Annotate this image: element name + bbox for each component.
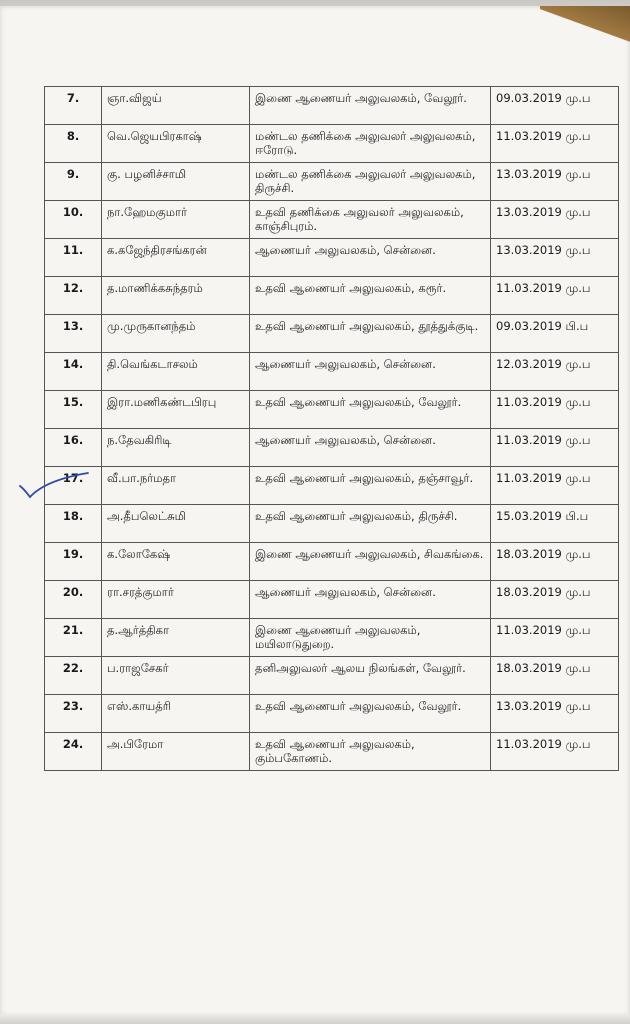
reporting-date: 15.03.2019 பி.ப: [491, 505, 619, 543]
officer-name: நா.ஹேமகுமார்: [102, 201, 250, 239]
reporting-date: 18.03.2019 மு.ப: [491, 543, 619, 581]
office-name: உதவி தணிக்கை அலுவலர் அலுவலகம், காஞ்சிபுரம்.: [250, 201, 491, 239]
folded-corner: [540, 6, 630, 52]
office-name: உதவி ஆணையர் அலுவலகம், தூத்துக்குடி.: [250, 315, 491, 353]
photo-bottom-edge: [0, 1014, 630, 1024]
table-row: [45, 163, 619, 201]
officer-name: இரா.மணிகண்டபிரபு: [102, 391, 250, 429]
table-row: [45, 581, 619, 619]
office-name: மண்டல தணிக்கை அலுவலர் அலுவலகம், ஈரோடு.: [250, 125, 491, 163]
office-name: ஆணையர் அலுவலகம், சென்னை.: [250, 581, 491, 619]
officer-name: எஸ்.காயத்ரி: [102, 695, 250, 733]
table-row: [45, 277, 619, 315]
reporting-date: 18.03.2019 மு.ப: [491, 581, 619, 619]
serial-number: 9.: [45, 163, 102, 201]
serial-number: 13.: [45, 315, 102, 353]
office-name: உதவி ஆணையர் அலுவலகம், தஞ்சாவூர்.: [250, 467, 491, 505]
reporting-date: 11.03.2019 மு.ப: [491, 429, 619, 467]
serial-number: 20.: [45, 581, 102, 619]
officer-name: மு.முருகானந்தம்: [102, 315, 250, 353]
office-name: மண்டல தணிக்கை அலுவலர் அலுவலகம், திருச்சி.: [250, 163, 491, 201]
reporting-date: 11.03.2019 மு.ப: [491, 619, 619, 657]
officer-name: வெ.ஜெயபிரகாஷ்: [102, 125, 250, 163]
reporting-date: 13.03.2019 மு.ப: [491, 201, 619, 239]
office-name: இணை ஆணையர் அலுவலகம், மயிலாடுதுறை.: [250, 619, 491, 657]
office-name: உதவி ஆணையர் அலுவலகம், வேலூர்.: [250, 391, 491, 429]
office-name: தனிஅலுவலர் ஆலய நிலங்கள், வேலூர்.: [250, 657, 491, 695]
reporting-date: 11.03.2019 மு.ப: [491, 467, 619, 505]
table-body: [45, 87, 619, 771]
office-name: ஆணையர் அலுவலகம், சென்னை.: [250, 429, 491, 467]
officer-name: கு. பழனிச்சாமி: [102, 163, 250, 201]
reporting-date: 13.03.2019 மு.ப: [491, 163, 619, 201]
serial-number: 18.: [45, 505, 102, 543]
reporting-date: 11.03.2019 மு.ப: [491, 277, 619, 315]
office-name: இணை ஆணையர் அலுவலகம், சிவகங்கை.: [250, 543, 491, 581]
office-name: ஆணையர் அலுவலகம், சென்னை.: [250, 239, 491, 277]
reporting-date: 18.03.2019 மு.ப: [491, 657, 619, 695]
table-row: [45, 239, 619, 277]
officer-name: ரா.சரத்குமார்: [102, 581, 250, 619]
table-row: [45, 467, 619, 505]
office-name: உதவி ஆணையர் அலுவலகம், வேலூர்.: [250, 695, 491, 733]
office-name: உதவி ஆணையர் அலுவலகம், திருச்சி.: [250, 505, 491, 543]
serial-number: 24.: [45, 733, 102, 771]
serial-number: 19.: [45, 543, 102, 581]
table-row: [45, 125, 619, 163]
serial-number: 21.: [45, 619, 102, 657]
reporting-date: 11.03.2019 மு.ப: [491, 125, 619, 163]
serial-number: 8.: [45, 125, 102, 163]
office-name: இணை ஆணையர் அலுவலகம், வேலூர்.: [250, 87, 491, 125]
serial-number: 22.: [45, 657, 102, 695]
table-row: [45, 315, 619, 353]
office-name: உதவி ஆணையர் அலுவலகம், கரூர்.: [250, 277, 491, 315]
table-row: [45, 657, 619, 695]
table-row: [45, 505, 619, 543]
officer-name: அ.தீபலெட்சுமி: [102, 505, 250, 543]
table-row: [45, 543, 619, 581]
serial-number: 12.: [45, 277, 102, 315]
serial-number: 7.: [45, 87, 102, 125]
officer-name: ஞா.விஜய்: [102, 87, 250, 125]
checkmark-icon: [18, 472, 90, 502]
officer-name: க.லோகேஷ்: [102, 543, 250, 581]
table-row: [45, 429, 619, 467]
table-row: [45, 201, 619, 239]
serial-number: 10.: [45, 201, 102, 239]
officer-name: த.மாணிக்கசுந்தரம்: [102, 277, 250, 315]
serial-number: 11.: [45, 239, 102, 277]
reporting-date: 13.03.2019 மு.ப: [491, 239, 619, 277]
reporting-date: 09.03.2019 மு.ப: [491, 87, 619, 125]
office-name: ஆணையர் அலுவலகம், சென்னை.: [250, 353, 491, 391]
officer-name: வீ.பா.நர்மதா: [102, 467, 250, 505]
table-row: [45, 619, 619, 657]
table-row: [45, 353, 619, 391]
officer-posting-table: [44, 86, 619, 771]
serial-number: 17.: [45, 467, 102, 505]
office-name: உதவி ஆணையர் அலுவலகம், கும்பகோணம்.: [250, 733, 491, 771]
table-row: [45, 87, 619, 125]
officer-name: த.ஆர்த்திகா: [102, 619, 250, 657]
serial-number: 14.: [45, 353, 102, 391]
reporting-date: 13.03.2019 மு.ப: [491, 695, 619, 733]
reporting-date: 12.03.2019 மு.ப: [491, 353, 619, 391]
table-row: [45, 695, 619, 733]
reporting-date: 11.03.2019 மு.ப: [491, 733, 619, 771]
reporting-date: 09.03.2019 பி.ப: [491, 315, 619, 353]
officer-name: க.கஜேந்திரசங்கரன்: [102, 239, 250, 277]
serial-number: 16.: [45, 429, 102, 467]
officer-name: ந.தேவகிரிடி: [102, 429, 250, 467]
serial-number: 15.: [45, 391, 102, 429]
serial-number: 23.: [45, 695, 102, 733]
table-row: [45, 391, 619, 429]
officer-name: ப.ராஜசேகர்: [102, 657, 250, 695]
table-row: [45, 733, 619, 771]
officer-name: அ.பிரேமா: [102, 733, 250, 771]
officer-name: தி.வெங்கடாசலம்: [102, 353, 250, 391]
reporting-date: 11.03.2019 மு.ப: [491, 391, 619, 429]
